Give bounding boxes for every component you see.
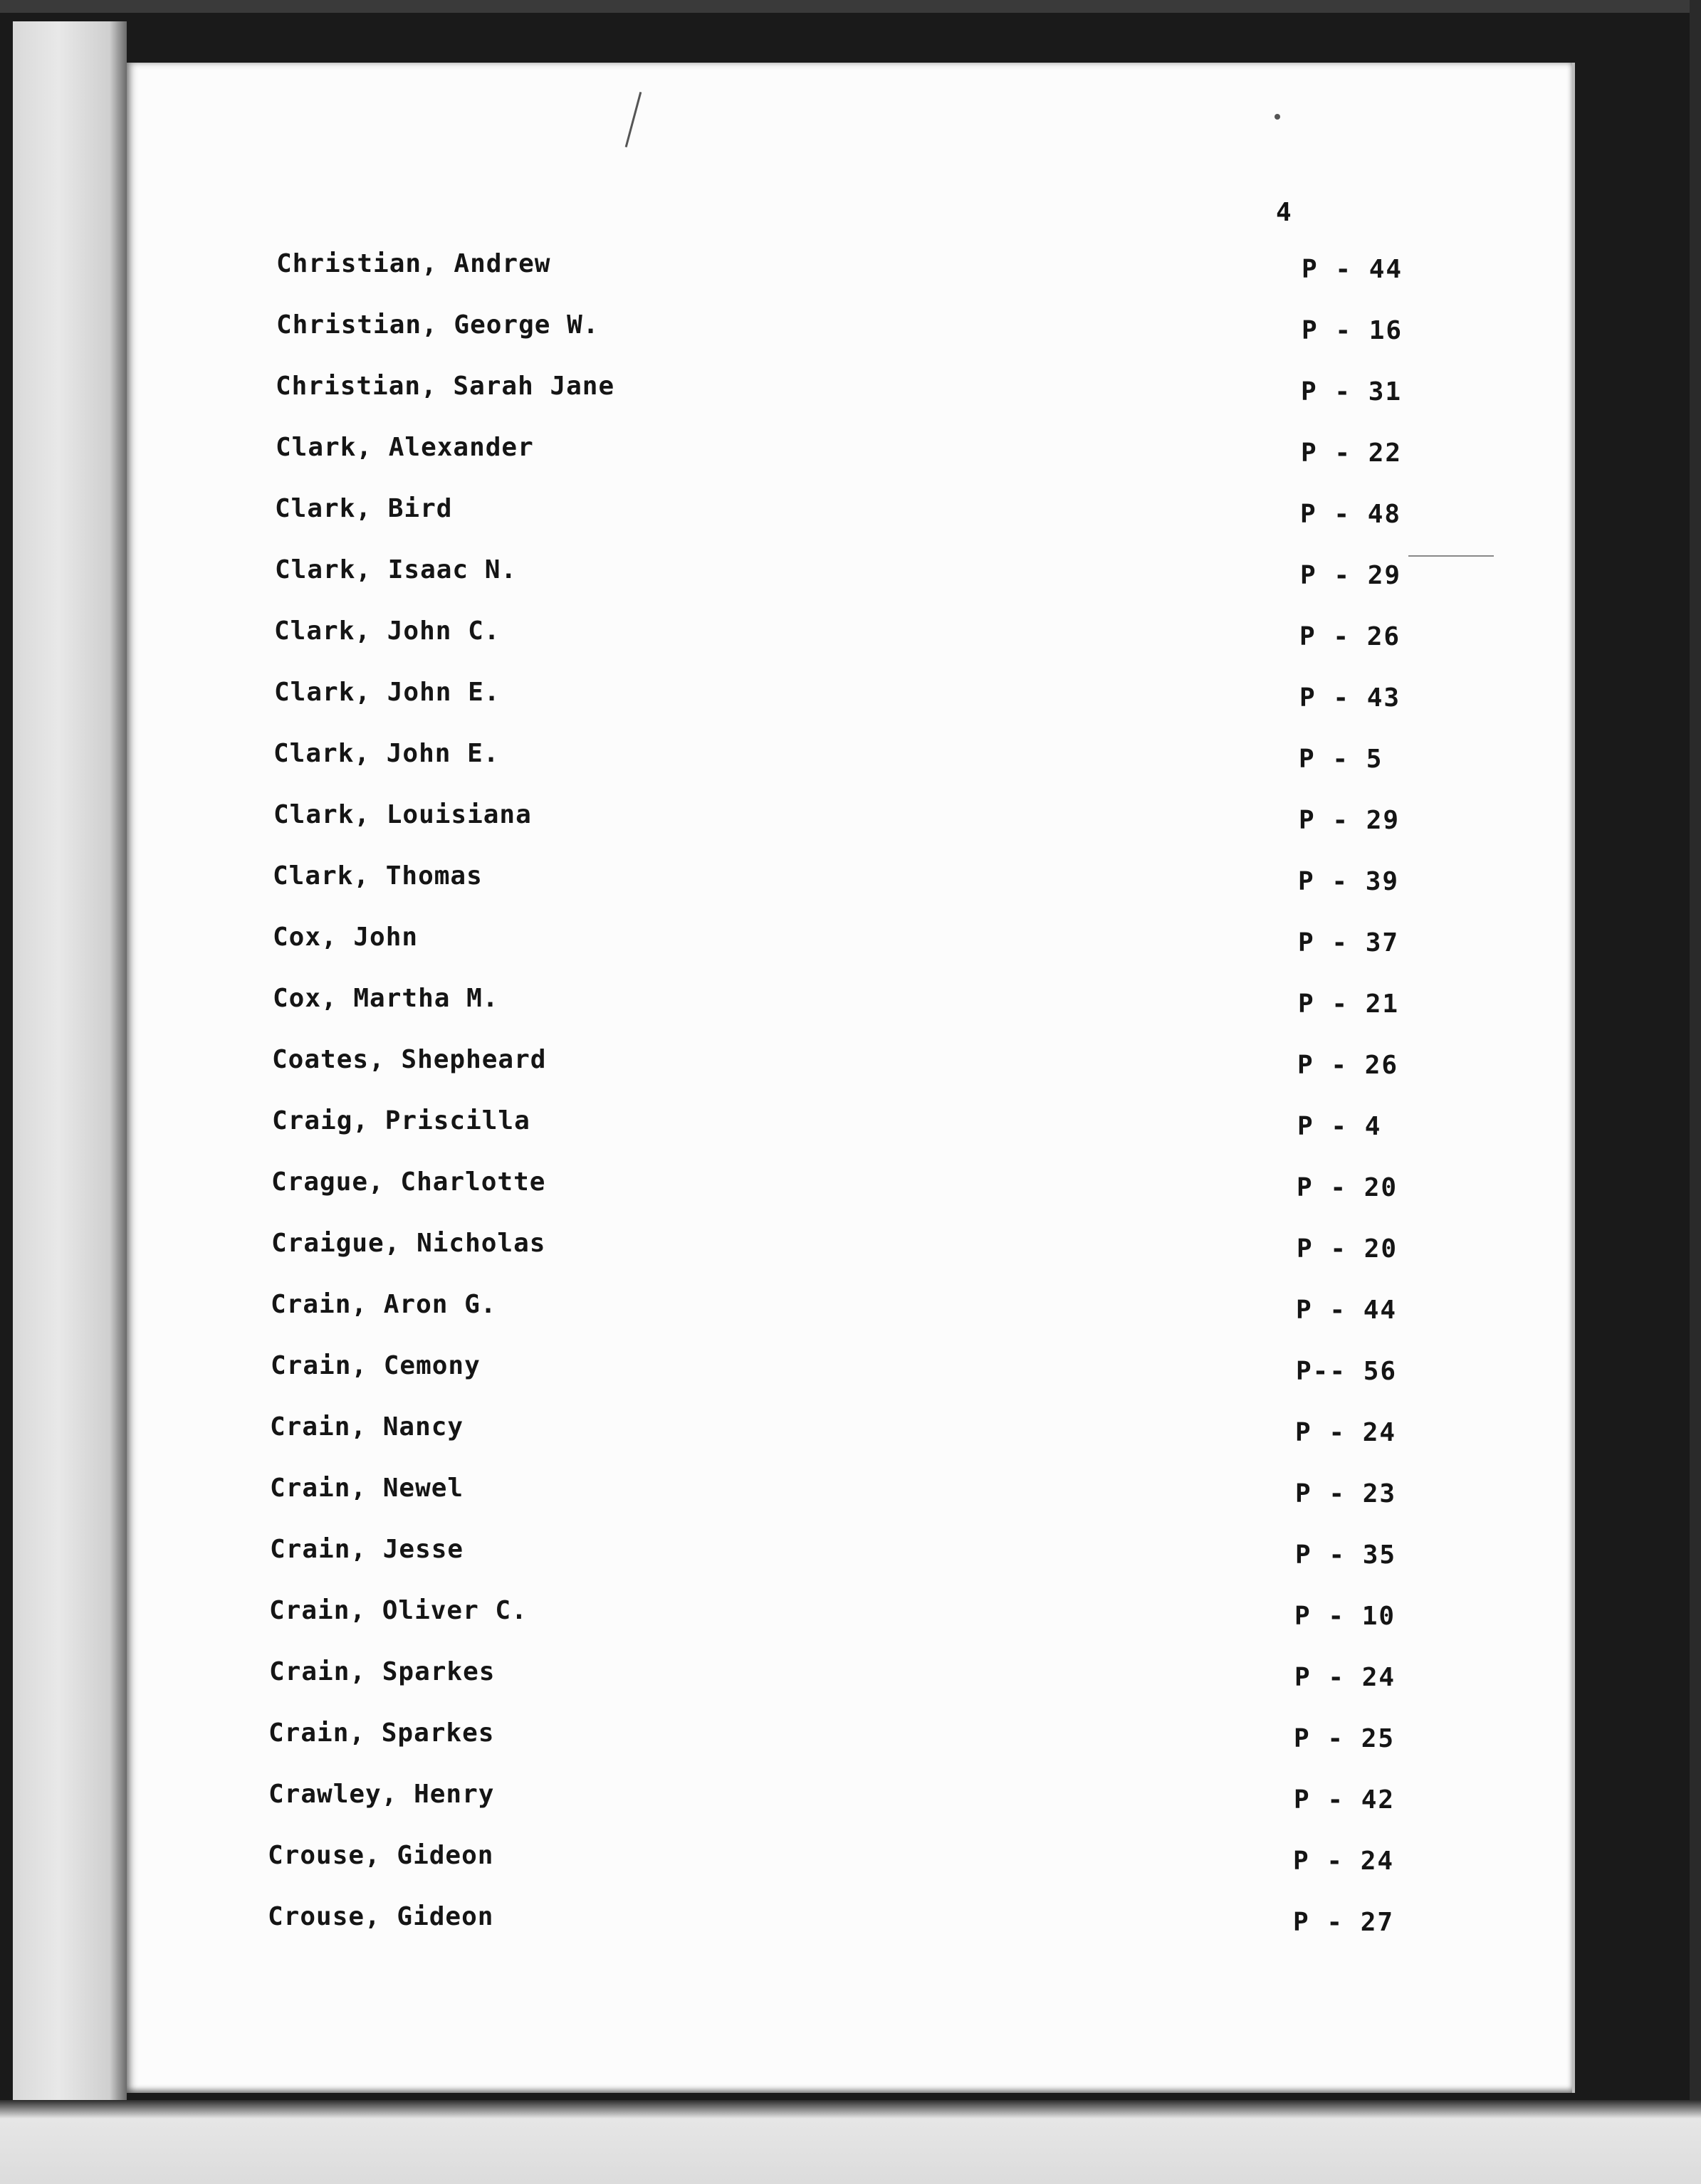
entry-name: Crawley, Henry [268,1780,495,1809]
entry-page-reference: P - 26 [1299,622,1401,651]
scan-bottom-edge [0,2100,1701,2184]
index-entry [127,494,1408,555]
index-entry [127,1535,1408,1596]
page-number: 4 [1276,198,1292,227]
index-entry [127,249,1408,310]
entry-name: Clark, Thomas [273,861,483,891]
index-entry [127,678,1408,739]
index-entry [127,1229,1408,1290]
entry-name: Christian, Sarah Jane [276,372,615,401]
entry-name: Crain, Oliver C. [269,1596,528,1625]
entry-name: Crain, Jesse [270,1535,464,1564]
index-entry [127,433,1408,494]
entry-page-reference: P - 24 [1293,1847,1395,1876]
entry-page-reference: P - 4 [1297,1112,1382,1141]
entry-page-reference: P - 24 [1294,1663,1396,1692]
entry-page-reference: P - 27 [1293,1908,1395,1937]
index-entry [127,1902,1408,1963]
entry-page-reference: P - 23 [1295,1479,1397,1508]
entry-page-reference: P-- 56 [1296,1357,1398,1386]
entry-name: Christian, Andrew [276,249,551,278]
entry-name: Crouse, Gideon [268,1902,494,1931]
stray-mark [1275,114,1280,120]
index-entry [127,1718,1408,1780]
index-entry [127,1167,1408,1229]
index-entry [127,800,1408,861]
entry-name: Clark, Louisiana [273,800,532,829]
index-entry [127,372,1408,433]
index-entry [127,1106,1408,1167]
entry-page-reference: P - 21 [1298,989,1400,1019]
entry-page-reference: P - 31 [1301,377,1403,406]
entry-page-reference: P - 43 [1299,683,1401,713]
index-entry [127,1045,1408,1106]
index-entries-list [127,249,1408,1963]
entry-name: Crouse, Gideon [268,1841,494,1870]
stray-mark [625,92,642,147]
entry-name: Crain, Sparkes [268,1718,495,1748]
index-entry [127,1412,1408,1474]
entry-page-reference: P - 48 [1300,500,1402,529]
entry-name: Clark, John E. [273,739,500,768]
entry-page-reference: P - 37 [1298,928,1400,957]
entry-name: Clark, Bird [275,494,453,523]
entry-name: Clark, John C. [274,616,501,646]
entry-page-reference: P - 5 [1299,745,1383,774]
entry-name: Crain, Newel [270,1474,464,1503]
index-entry [127,1657,1408,1718]
entry-page-reference: P - 29 [1299,806,1401,835]
scan-frame-top [0,0,1701,13]
entry-page-reference: P - 44 [1302,255,1403,284]
index-entry [127,1351,1408,1412]
entry-page-reference: P - 39 [1298,867,1400,896]
entry-name: Crain, Nancy [270,1412,464,1442]
entry-name: Clark, Alexander [276,433,534,462]
index-entry [127,739,1408,800]
entry-name: Cox, Martha M. [273,984,499,1013]
entry-name: Clark, John E. [274,678,501,707]
index-entry [127,923,1408,984]
entry-page-reference: P - 10 [1294,1602,1396,1631]
entry-name: Cox, John [273,923,419,952]
entry-name: Coates, Shepheard [272,1045,547,1074]
index-entry [127,984,1408,1045]
index-entry [127,616,1408,678]
index-entry [127,1474,1408,1535]
entry-page-reference: P - 20 [1297,1234,1398,1264]
entry-page-reference: P - 26 [1297,1051,1399,1080]
entry-name: Crague, Charlotte [271,1167,546,1197]
entry-name: Crain, Sparkes [269,1657,496,1686]
entry-name: Craigue, Nicholas [271,1229,546,1258]
scan-frame-right [1690,0,1701,2184]
entry-name: Crain, Cemony [271,1351,481,1380]
index-entry [127,861,1408,923]
entry-page-reference: P - 24 [1295,1418,1397,1447]
entry-name: Crain, Aron G. [271,1290,497,1319]
adjacent-page-edge [13,21,127,2100]
entry-name: Christian, George W. [276,310,600,340]
entry-page-reference: P - 42 [1294,1785,1396,1815]
entry-page-reference: P - 44 [1296,1296,1398,1325]
entry-page-reference: P - 29 [1300,561,1402,590]
index-entry [127,310,1408,372]
index-entry [127,1780,1408,1841]
entry-name: Clark, Isaac N. [275,555,518,584]
entry-page-reference: P - 20 [1297,1173,1398,1202]
index-entry [127,555,1408,616]
index-entry [127,1841,1408,1902]
document-page [127,63,1575,2093]
entry-page-reference: P - 16 [1302,316,1403,345]
stray-mark [1408,555,1494,557]
entry-page-reference: P - 25 [1294,1724,1396,1753]
entry-name: Craig, Priscilla [272,1106,530,1135]
index-entry [127,1290,1408,1351]
entry-page-reference: P - 22 [1301,439,1403,468]
index-entry [127,1596,1408,1657]
entry-page-reference: P - 35 [1295,1540,1397,1570]
